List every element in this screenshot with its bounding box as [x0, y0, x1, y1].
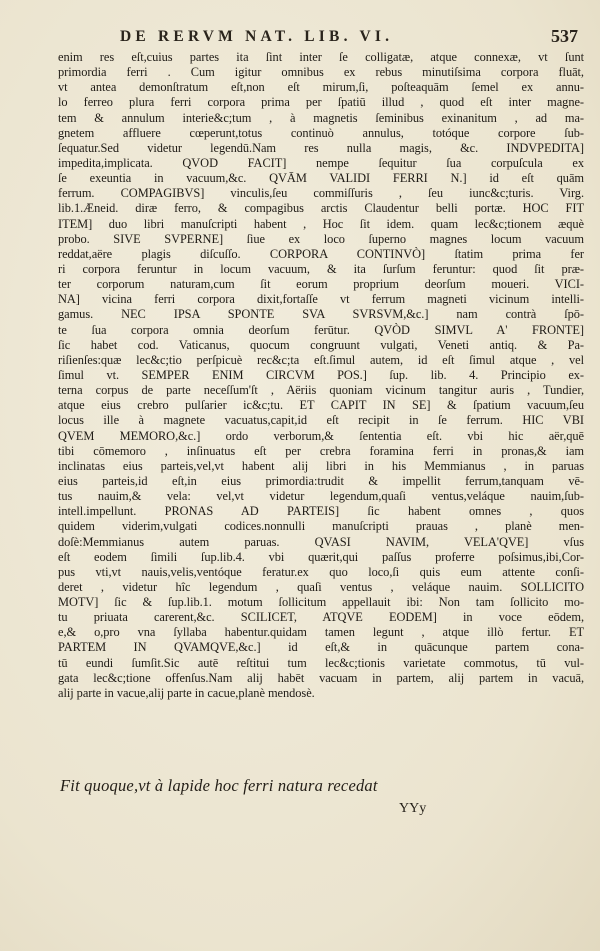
text-line: vt antea demonſtratum eſt,non eſt mirum,ſi, poſteaquām ſemel ex annu- — [58, 80, 584, 95]
text-line: reddat,aëre plagis diſcuſſo. CORPORA CONTINVÒ] ſtatim prima fer — [58, 246, 584, 261]
text-line: tus nauim,& vela: vel,vt videtur legendum,quaſi ventus,veláque nauim,ſub- — [58, 489, 584, 504]
text-line: deret , videtur hîc legendum , quaſi ventus , veláque nauim. SOLLICITO — [58, 579, 584, 594]
text-line: QVEM MEMORO,&c.] ordo verborum,& ſententia eſt. vbi hic aër,quē — [58, 428, 584, 443]
text-line: gata lec&c;tione offenſus.Nam alij habēt vacuam in partem, alij partem in vacuā, — [58, 670, 584, 685]
text-line: tem & annulum interie&c;tum , à magnetis ſeminibus exinanitum , ad ma- — [58, 110, 584, 125]
commentary-text — [58, 50, 584, 701]
text-line: ſic habet cod. Vaticanus, quocum congruunt vulgati, Veneti antiq. & Pa- — [58, 337, 584, 352]
text-line: ferrum. COMPAGIBVS] vinculis,ſeu commiſſuris , ſeu iunc&c;turis. Virg. — [58, 186, 584, 201]
text-line: atque eius crebro pulſarier ic&c;tu. ET CAPIT IN SE] & ſpatium vacuum,ſeu — [58, 398, 584, 413]
page-number: 537 — [551, 26, 578, 46]
text-line: gamus. NEC IPSA SPONTE SVA SVRSVM,&c.] nam contrà ſpō- — [58, 307, 584, 322]
text-line: ter corporum naturam,cum ſit eorum proprium deorſum moueri. VICI- — [58, 277, 584, 292]
text-line: PARTEM IN QVAMQVE,&c.] id eſt,& in quācunque partem cona- — [58, 640, 584, 655]
text-line: te ſua corpora omnia deorſum ferūtur. QVÒD SIMVL A' FRONTE] — [58, 322, 584, 337]
running-title: DE RERVM NAT. LIB. VI. — [120, 28, 394, 45]
text-line: NA] vicina ferri corpora dixit,fortaſſe vt ferrum magneti vicinum intelli- — [58, 292, 584, 307]
text-line: enim res eſt,cuius partes ita ſint inter ſe colligatæ, atque connexæ, vt ſunt — [58, 50, 584, 64]
text-line: lib.1.Æneid. diræ ferro, & compagibus arctis Claudentur belli portæ. HOC FIT — [58, 201, 584, 216]
text-line: gnetem affluere cœperunt,totus continuò annulus, totóque corpore ſub- — [58, 125, 584, 140]
text-line: inclinatas eius parteis,vel,vt habent alij libri in his Memmianus , in paruas — [58, 458, 584, 473]
text-line: doſè:Memmianus autem paruas. QVASI NAVIM, VELA'QVE] vſus — [58, 534, 584, 549]
text-line: quidem viderim,vulgati codices.nonnulli manuſcripti prauas , planè men- — [58, 519, 584, 534]
text-line: e,& o,pro vna ſyllaba habentur.quidam tamen legunt , atque illò fertur. ET — [58, 625, 584, 640]
text-line: terna corpus de parte neceſſum'ſt , Aëriis quoniam vicinum tangitur auris , Tundier, — [58, 383, 584, 398]
text-line: ITEM] duo libri manuſcripti habent , Hoc ſit idem. quam lec&c;tionem æquè — [58, 216, 584, 231]
text-line: probo. SIVE SVPERNE] ſiue ex loco ſuperno magnes locum vacuum — [58, 231, 584, 246]
text-line: eſt eodem ſimili ſup.lib.4. vbi quærit,qui paſſus proferre poſsimus,ibi,Cor- — [58, 549, 584, 564]
text-line: eius parteis,id eſt,in eius primordia:trudit & impellit ferrum,tanquam vē- — [58, 473, 584, 488]
text-line: lo ferreo plura ferri corpora prima per ſpatiū illud , quod eſt inter magne- — [58, 95, 584, 110]
text-line: pus vti,vt nauis,velis,ventóque feratur.ex quo loco,ſi quis eum attente conſi- — [58, 564, 584, 579]
text-line: impedita,implicata. QVOD FACIT] nempe ſequitur ſua corpuſcula ex — [58, 155, 584, 170]
text-line: primordia ferri . Cum igitur omnibus ex rebus minutiſsima corpora fluāt, — [58, 65, 584, 80]
text-line: ſequatur.Sed videtur legendū.Nam res nulla magis, &c. INDVPEDITA] — [58, 140, 584, 155]
text-line: intell.impellunt. PRONAS AD PARTEIS] ſic habent omnes , quos — [58, 504, 584, 519]
text-line: ſimul vt. SEMPER ENIM CIRCVM POS.] ſup. lib. 4. Principio ex- — [58, 367, 584, 382]
text-line: ſe exeuntia in vacuum,&c. QVĀM VALIDI FERRI N.] id eſt quām — [58, 171, 584, 186]
text-line: tibi cōmemoro , inſinuatus eſt per crebra foramina ferri in pronas,& iam — [58, 443, 584, 458]
page-header — [58, 26, 578, 48]
text-line: locus ille à magnete vacuatus,capit,id eſt recipit in ſe ferrum. HIC VBI — [58, 413, 584, 428]
text-line: tu priuata carerent,&c. SCILICET, ATQVE EODEM] in voce eōdem, — [58, 610, 584, 625]
text-line: ri corpora feruntur in locum vacuum, & ita ſurſum feruntur: quod ſit præ- — [58, 261, 584, 276]
text-line: alij parte in vacue,alij parte in cacue,planè mendosè. — [58, 685, 315, 700]
text-line: MOTV] ſic & ſup.lib.1. motum ſollicitum appellauit ibi: Non tam ſollicito mo- — [58, 595, 584, 610]
text-line: tū eundi ſumſit.Sic autē reſtitui tum lec&c;tionis varietate commotus, tū vul- — [58, 655, 584, 670]
text-line: riſienſes:quæ lec&c;tio perſpicuè rec&c;ta eſt.ſimul autem, id eſt ſimul atque , vel — [58, 352, 584, 367]
signature-mark: YYy — [399, 801, 427, 816]
verse-catchline: Fit quoque,vt à lapide hoc ferri natura recedat — [60, 776, 378, 795]
